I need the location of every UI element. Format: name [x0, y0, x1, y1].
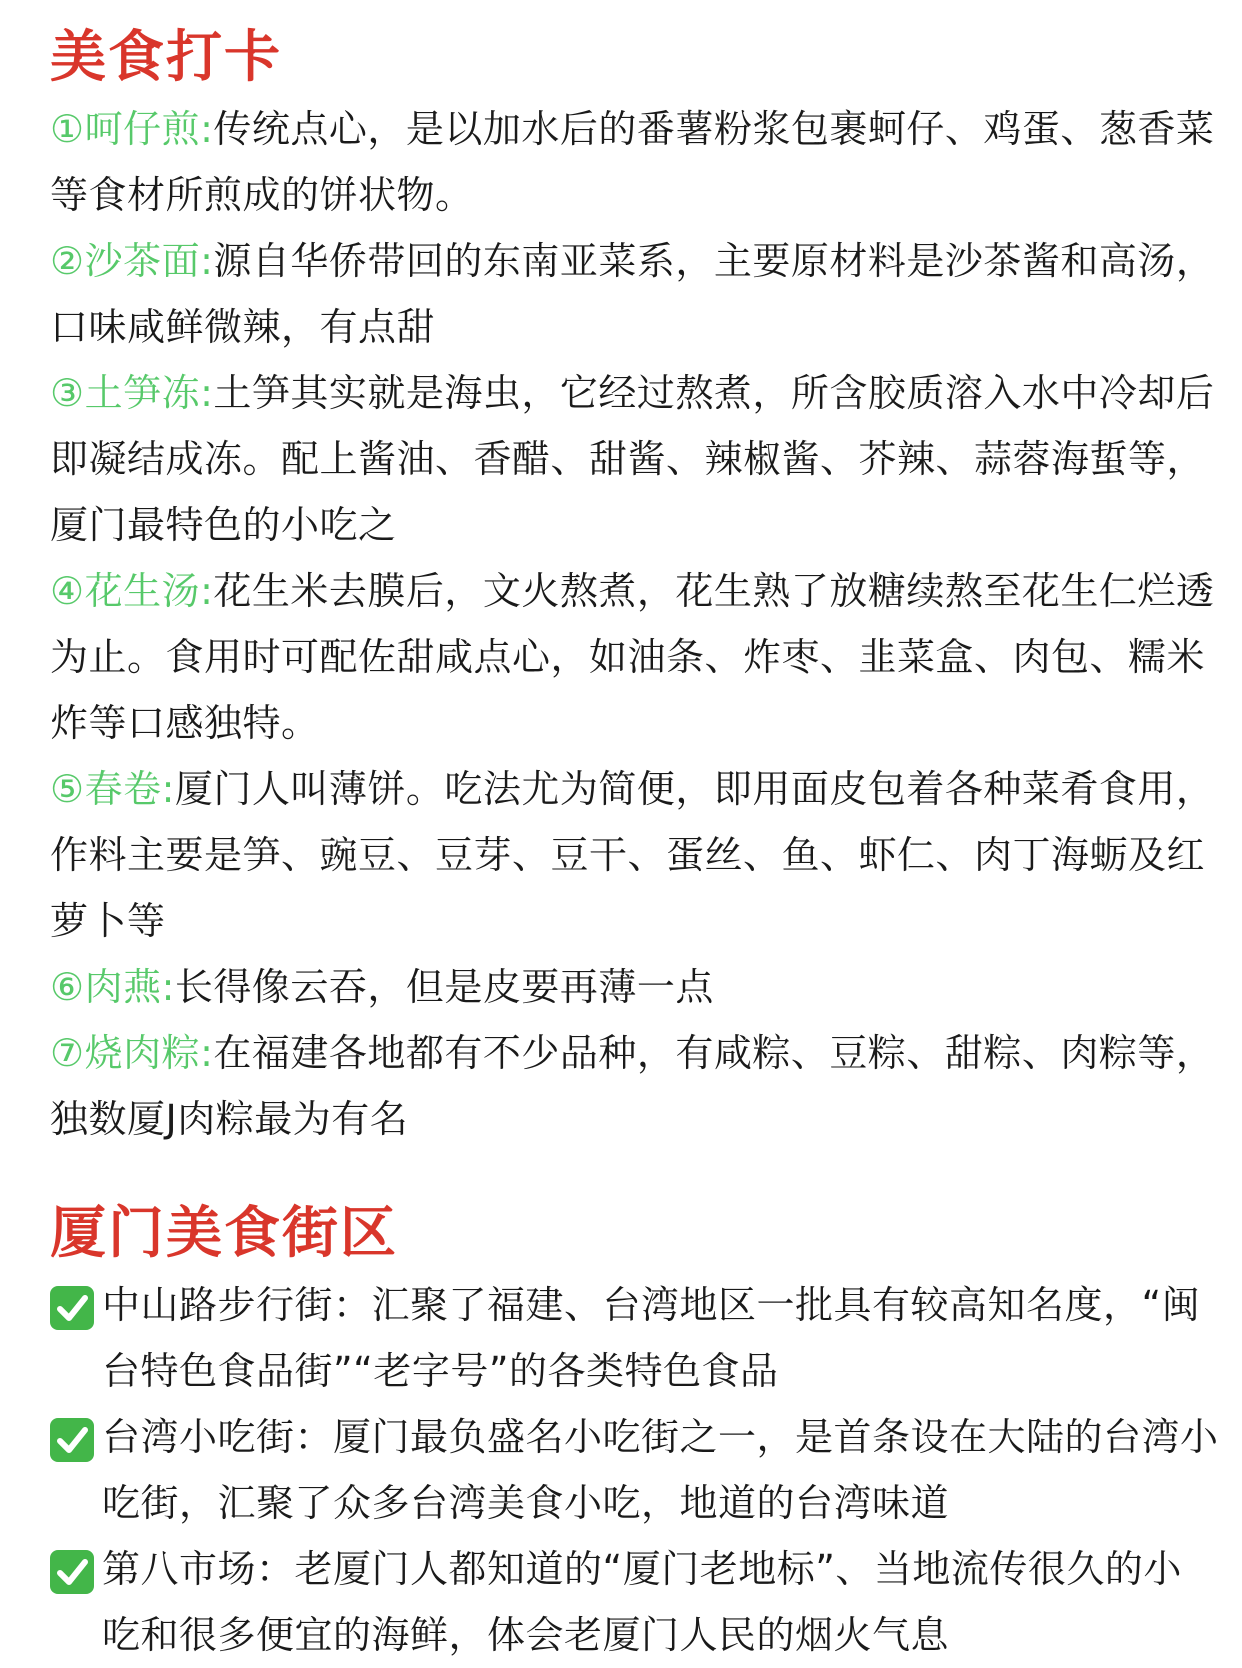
food-name: ⑥肉燕: [50, 965, 175, 1009]
food-description: 传统点心，是以加水后的番薯粉浆包裹蚵仔、鸡蛋、葱香菜等食材所煎成的饼状物。 [50, 107, 1215, 217]
food-description: 在福建各地都有不少品种，有咸粽、豆粽、甜粽、肉粽等，独数厦J肉粽最为有名 [50, 1031, 1215, 1141]
food-name: ③土笋冻: [50, 371, 214, 415]
food-name: ②沙茶面: [50, 239, 214, 283]
food-description: 源自华侨带回的东南亚菜系，主要原材料是沙茶酱和高汤，口味咸鲜微辣，有点甜 [50, 239, 1215, 349]
food-item [50, 558, 1220, 756]
food-description: 厦门人叫薄饼。吃法尤为简便，即用面皮包着各种菜肴食用，作料主要是笋、豌豆、豆芽、豆干、蛋丝、鱼、虾仁、肉丁海蛎及红萝卜等 [50, 767, 1215, 943]
page-content [50, 20, 1220, 1668]
section-heading-food-checkin: 美食打卡 [50, 25, 282, 90]
food-name: ①呵仔煎: [50, 107, 214, 151]
food-name: ④花生汤: [50, 569, 214, 613]
food-street-text: 中山路步行街：汇聚了福建、台湾地区一批具有较高知名度，“闽台特色食品街”“老字号”的各类特色食品 [102, 1283, 1201, 1393]
check-mark-icon [50, 1550, 94, 1594]
food-item [50, 96, 1220, 228]
food-street-text: 台湾小吃街：厦门最负盛名小吃街之一，是首条设在大陆的台湾小吃街，汇聚了众多台湾美食小吃，地道的台湾味道 [102, 1415, 1219, 1525]
food-item [50, 756, 1220, 954]
food-item [50, 228, 1220, 360]
food-item [50, 954, 1220, 1020]
food-item [50, 360, 1220, 558]
food-description: 长得像云吞，但是皮要再薄一点 [174, 965, 714, 1009]
check-mark-icon [50, 1286, 94, 1330]
food-street-item [50, 1404, 1220, 1536]
food-street-item [50, 1536, 1220, 1668]
food-name: ⑤春卷: [50, 767, 175, 811]
food-description: 花生米去膜后，文火熬煮，花生熟了放糖续熬至花生仁烂透为止。食用时可配佐甜咸点心，如油条、炸枣、韭菜盒、肉包、糯米炸等口感独特。 [50, 569, 1215, 745]
check-mark-icon [50, 1418, 94, 1462]
food-item [50, 1020, 1220, 1152]
food-name: ⑦烧肉粽: [50, 1031, 214, 1075]
section-heading-food-streets: 厦门美食街区 [50, 1201, 398, 1266]
food-street-list [50, 1272, 1220, 1668]
food-description: 土笋其实就是海虫，它经过熬煮，所含胶质溶入水中冷却后即凝结成冻。配上酱油、香醋、甜酱、辣椒酱、芥辣、蒜蓉海蜇等，厦门最特色的小吃之 [50, 371, 1215, 547]
food-street-text: 第八市场：老厦门人都知道的“厦门老地标”、当地流传很久的小吃和很多便宜的海鲜，体会老厦门人民的烟火气息 [102, 1547, 1182, 1657]
food-street-item [50, 1272, 1220, 1404]
food-list [50, 96, 1220, 1152]
